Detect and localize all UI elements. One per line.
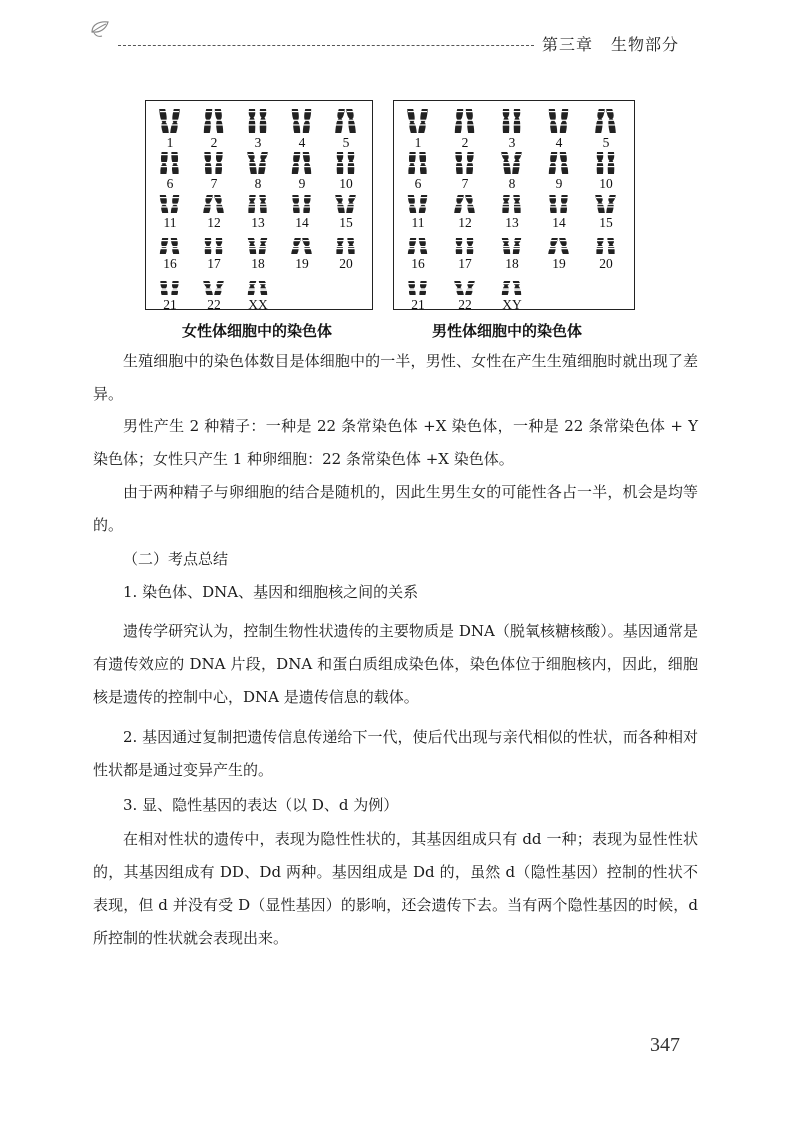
paragraph-probability: 由于两种精子与卵细胞的结合是随机的，因此生男生女的可能性各占一半，机会是均等的。 xyxy=(93,483,698,534)
chromosome-label: 4 xyxy=(555,135,563,150)
chromosome-label: 11 xyxy=(411,215,425,230)
chromosome-label: 16 xyxy=(411,256,425,271)
header-rule xyxy=(118,45,534,46)
male-chromosome-17 xyxy=(447,236,483,271)
chromosome-label: 3 xyxy=(254,135,262,150)
chromosome-label: 13 xyxy=(251,215,265,230)
male-chromosome-21 xyxy=(400,279,436,312)
male-chromosome-9 xyxy=(541,150,577,191)
chromosome-label: 20 xyxy=(339,256,353,271)
male-chromosome-7 xyxy=(447,150,483,191)
female-chromosome-xx xyxy=(240,279,276,312)
female-chromosome-4 xyxy=(284,107,320,150)
chromosome-glyph-icon xyxy=(591,193,621,215)
female-chromosome-16 xyxy=(152,236,188,271)
chromosome-label: 19 xyxy=(295,256,309,271)
chromosome-label: 12 xyxy=(207,215,221,230)
male-chromosome-13 xyxy=(494,193,530,230)
chromosome-glyph-icon xyxy=(497,193,527,215)
chromosome-glyph-icon xyxy=(403,279,433,297)
sub-heading-summary: （二）考点总结 xyxy=(123,550,229,568)
chromosome-glyph-icon xyxy=(331,107,361,135)
female-chromosome-9 xyxy=(284,150,320,191)
male-chromosome-16 xyxy=(400,236,436,271)
chromosome-label: 17 xyxy=(458,256,472,271)
chromosome-glyph-icon xyxy=(331,236,361,256)
chromosome-glyph-icon xyxy=(497,236,527,256)
chromosome-label: 18 xyxy=(505,256,519,271)
chromosome-glyph-icon xyxy=(544,107,574,135)
chromosome-label: 10 xyxy=(599,176,613,191)
chromosome-glyph-icon xyxy=(155,107,185,135)
chromosome-glyph-icon xyxy=(155,193,185,215)
paragraph-dna-relationship: 遗传学研究认为，控制生物性状遗传的主要物质是 DNA（脱氧核糖核酸）。基因通常是有遗传效应的 DNA 片段，DNA 和蛋白质组成染色体，染色体位于细胞核内，因此，细胞核是遗传的控制中心，DNA 是遗传信息的载体。 xyxy=(93,622,698,706)
chromosome-label: 2 xyxy=(461,135,469,150)
chromosome-label: 21 xyxy=(411,297,425,312)
female-chromosome-22 xyxy=(196,279,232,312)
male-chromosome-20 xyxy=(588,236,624,271)
female-chromosome-2 xyxy=(196,107,232,150)
chromosome-glyph-icon xyxy=(497,107,527,135)
female-chromosome-21 xyxy=(152,279,188,312)
male-chromosome-22 xyxy=(447,279,483,312)
male-chromosome-8 xyxy=(494,150,530,191)
chromosome-label: XX xyxy=(248,297,268,312)
chromosome-glyph-icon xyxy=(544,193,574,215)
chromosome-glyph-icon xyxy=(243,107,273,135)
chromosome-label: 18 xyxy=(251,256,265,271)
chromosome-label: 22 xyxy=(207,297,221,312)
male-chromosome-14 xyxy=(541,193,577,230)
chromosome-label: 4 xyxy=(298,135,306,150)
chromosome-glyph-icon xyxy=(403,193,433,215)
chromosome-glyph-icon xyxy=(497,279,527,297)
chromosome-glyph-icon xyxy=(403,150,433,176)
chromosome-glyph-icon xyxy=(287,150,317,176)
chromosome-glyph-icon xyxy=(243,150,273,176)
chromosome-label: 7 xyxy=(461,176,469,191)
male-chromosome-19 xyxy=(541,236,577,271)
chromosome-label: 21 xyxy=(163,297,177,312)
chromosome-glyph-icon xyxy=(287,107,317,135)
chromosome-label: 22 xyxy=(458,297,472,312)
chromosome-glyph-icon xyxy=(155,236,185,256)
chromosome-glyph-icon xyxy=(199,279,229,297)
page-number: 347 xyxy=(650,1034,680,1056)
chromosome-glyph-icon xyxy=(243,279,273,297)
chromosome-label: 2 xyxy=(210,135,218,150)
female-karyotype-figure xyxy=(145,100,373,310)
chromosome-glyph-icon xyxy=(450,193,480,215)
paragraph-germ-cells: 生殖细胞中的染色体数目是体细胞中的一半，男性、女性在产生生殖细胞时就出现了差异。 xyxy=(93,352,698,403)
chromosome-label: 15 xyxy=(339,215,353,230)
male-chromosome-2 xyxy=(447,107,483,150)
male-chromosome-12 xyxy=(447,193,483,230)
male-chromosome-11 xyxy=(400,193,436,230)
chromosome-label: 6 xyxy=(166,176,174,191)
chromosome-label: 8 xyxy=(254,176,262,191)
leaf-logo-icon xyxy=(88,18,114,40)
chromosome-label: 16 xyxy=(163,256,177,271)
chromosome-label: 14 xyxy=(552,215,566,230)
chromosome-label: XY xyxy=(502,297,522,312)
chromosome-label: 11 xyxy=(163,215,177,230)
female-chromosome-15 xyxy=(328,193,364,230)
list-item-2: 2. 基因通过复制把遗传信息传递给下一代，使后代出现与亲代相似的性状，而各种相对性状都是通过变异产生的。 xyxy=(93,728,698,779)
female-chromosome-20 xyxy=(328,236,364,271)
chromosome-glyph-icon xyxy=(403,236,433,256)
list-item-1: 1. 染色体、DNA、基因和细胞核之间的关系 xyxy=(123,583,419,601)
chromosome-label: 1 xyxy=(414,135,422,150)
chromosome-label: 5 xyxy=(602,135,610,150)
male-chromosome-1 xyxy=(400,107,436,150)
male-chromosome-4 xyxy=(541,107,577,150)
chromosome-label: 17 xyxy=(207,256,221,271)
female-chromosome-12 xyxy=(196,193,232,230)
chromosome-label: 20 xyxy=(599,256,613,271)
chromosome-glyph-icon xyxy=(331,150,361,176)
chromosome-label: 8 xyxy=(508,176,516,191)
chromosome-glyph-icon xyxy=(450,107,480,135)
chromosome-label: 15 xyxy=(599,215,613,230)
chromosome-glyph-icon xyxy=(199,236,229,256)
chromosome-glyph-icon xyxy=(331,193,361,215)
male-chromosome-5 xyxy=(588,107,624,150)
chromosome-glyph-icon xyxy=(544,236,574,256)
chromosome-glyph-icon xyxy=(450,236,480,256)
female-chromosome-11 xyxy=(152,193,188,230)
female-chromosome-14 xyxy=(284,193,320,230)
chromosome-glyph-icon xyxy=(199,150,229,176)
chapter-label: 第三章 xyxy=(542,35,594,54)
female-chromosome-1 xyxy=(152,107,188,150)
chromosome-label: 9 xyxy=(555,176,563,191)
chromosome-glyph-icon xyxy=(287,193,317,215)
chromosome-label: 13 xyxy=(505,215,519,230)
paragraph-sperm-types: 男性产生 2 种精子：一种是 22 条常染色体 +X 染色体，一种是 22 条常染色体 + Y 染色体；女性只产生 1 种卵细胞：22 条常染色体 +X 染色体。 xyxy=(93,417,698,468)
section-label: 生物部分 xyxy=(611,35,680,54)
chromosome-glyph-icon xyxy=(155,279,185,297)
chromosome-glyph-icon xyxy=(591,107,621,135)
chromosome-label: 10 xyxy=(339,176,353,191)
chromosome-glyph-icon xyxy=(591,236,621,256)
chromosome-label: 14 xyxy=(295,215,309,230)
chromosome-glyph-icon xyxy=(450,279,480,297)
chromosome-glyph-icon xyxy=(199,107,229,135)
male-chromosome-18 xyxy=(494,236,530,271)
female-chromosome-6 xyxy=(152,150,188,191)
chromosome-label: 7 xyxy=(210,176,218,191)
female-chromosome-5 xyxy=(328,107,364,150)
female-chromosome-10 xyxy=(328,150,364,191)
female-chromosome-13 xyxy=(240,193,276,230)
male-chromosome-xy xyxy=(494,279,530,312)
male-chromosome-3 xyxy=(494,107,530,150)
chromosome-glyph-icon xyxy=(403,107,433,135)
chromosome-glyph-icon xyxy=(591,150,621,176)
chromosome-glyph-icon xyxy=(450,150,480,176)
female-chromosome-19 xyxy=(284,236,320,271)
female-karyotype-caption: 女性体细胞中的染色体 xyxy=(182,322,333,340)
female-chromosome-3 xyxy=(240,107,276,150)
chromosome-glyph-icon xyxy=(243,236,273,256)
chromosome-glyph-icon xyxy=(199,193,229,215)
list-item-3: 3. 显、隐性基因的表达（以 D、d 为例） xyxy=(123,796,399,814)
chromosome-glyph-icon xyxy=(287,236,317,256)
chromosome-label: 9 xyxy=(298,176,306,191)
male-karyotype-caption: 男性体细胞中的染色体 xyxy=(432,322,583,340)
female-chromosome-18 xyxy=(240,236,276,271)
paragraph-gene-expression: 在相对性状的遗传中，表现为隐性性状的，其基因组成只有 dd 一种；表现为显性性状的，其基因组成有 DD、Dd 两种。基因组成是 Dd 的，虽然 d（隐性基因）控制的性状不表现，但 d 并没有受 D（显性基因）的影响，还会遗传下去。当有两个隐性基因的时候，d 所控制的性状就会表现出来。 xyxy=(93,830,698,947)
male-chromosome-10 xyxy=(588,150,624,191)
chromosome-glyph-icon xyxy=(243,193,273,215)
running-header xyxy=(542,32,679,55)
male-karyotype-figure xyxy=(393,100,635,310)
male-chromosome-6 xyxy=(400,150,436,191)
female-chromosome-17 xyxy=(196,236,232,271)
chromosome-label: 6 xyxy=(414,176,422,191)
chromosome-glyph-icon xyxy=(155,150,185,176)
chromosome-label: 5 xyxy=(342,135,350,150)
female-chromosome-8 xyxy=(240,150,276,191)
chromosome-label: 12 xyxy=(458,215,472,230)
male-chromosome-15 xyxy=(588,193,624,230)
chromosome-glyph-icon xyxy=(497,150,527,176)
chromosome-label: 1 xyxy=(166,135,174,150)
chromosome-label: 19 xyxy=(552,256,566,271)
chromosome-label: 3 xyxy=(508,135,516,150)
chromosome-glyph-icon xyxy=(544,150,574,176)
female-chromosome-7 xyxy=(196,150,232,191)
